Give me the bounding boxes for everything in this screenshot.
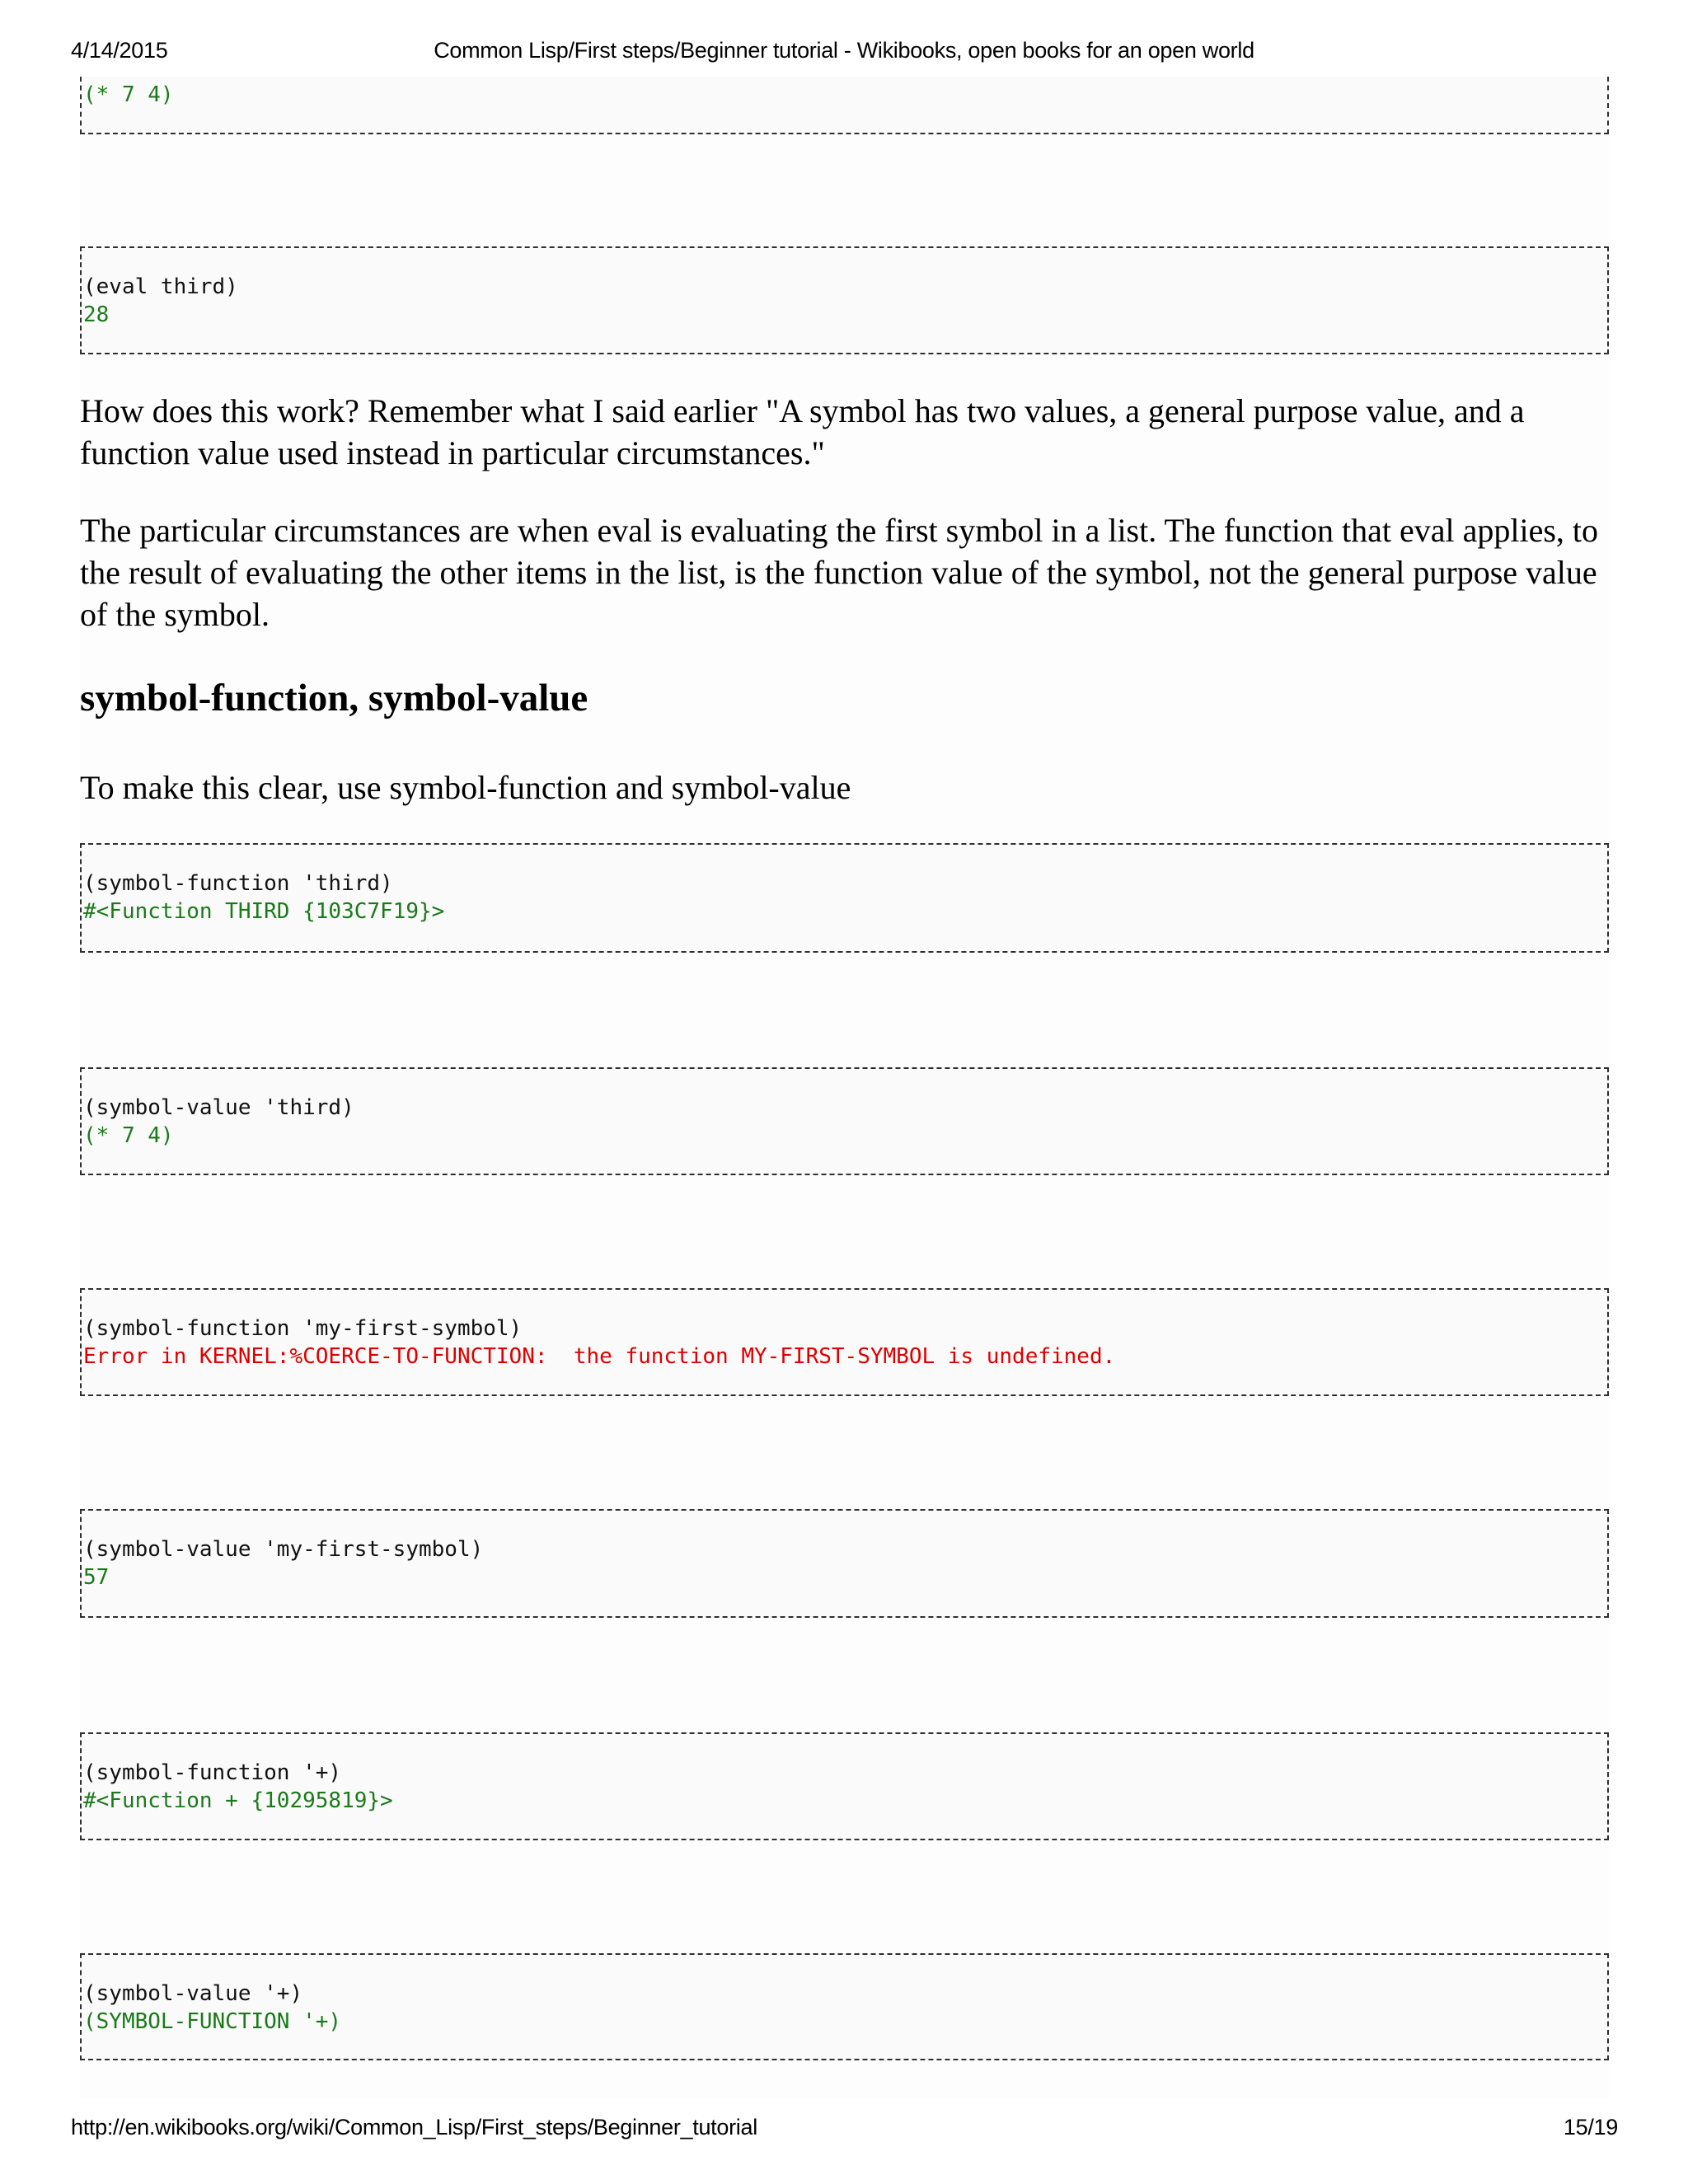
code-output: 57 bbox=[83, 1565, 110, 1590]
code-input: (symbol-function '+) bbox=[83, 1760, 342, 1785]
code-error-output: Error in KERNEL:%COERCE-TO-FUNCTION: the function MY-FIRST-SYMBOL is undefined. bbox=[83, 1344, 1116, 1369]
code-block-symbol-function-plus bbox=[80, 1732, 1609, 1840]
paragraph-make-this-clear: To make this clear, use symbol-function and symbol-value bbox=[80, 769, 851, 806]
page-title: Common Lisp/First steps/Beginner tutorial - Wikibooks, open books for an open world bbox=[434, 38, 1254, 63]
code-input: (symbol-function 'my-first-symbol) bbox=[83, 1316, 523, 1341]
code-block-symbol-function-my-first-symbol bbox=[80, 1288, 1609, 1396]
code-block-symbol-function-third bbox=[80, 843, 1609, 953]
code-input: (symbol-function 'third) bbox=[83, 871, 393, 896]
code-input: (symbol-value 'third) bbox=[83, 1095, 354, 1120]
code-output: (* 7 4) bbox=[83, 82, 174, 107]
code-output: #<Function THIRD {103C7F19}> bbox=[83, 899, 445, 924]
code-output: (* 7 4) bbox=[83, 1123, 174, 1148]
code-block-symbol-value-third bbox=[80, 1067, 1609, 1175]
code-output: (SYMBOL-FUNCTION '+) bbox=[83, 2009, 342, 2034]
code-input: (symbol-value 'my-first-symbol) bbox=[83, 1537, 484, 1562]
code-output: #<Function + {10295819}> bbox=[83, 1788, 393, 1813]
page-header bbox=[0, 38, 1688, 71]
print-date: 4/14/2015 bbox=[71, 38, 168, 63]
code-block-symbol-value-my-first-symbol bbox=[80, 1509, 1609, 1618]
code-output: 28 bbox=[83, 302, 110, 327]
code-input: (eval third) bbox=[83, 274, 238, 299]
code-input: (symbol-value '+) bbox=[83, 1981, 303, 2006]
section-heading: symbol-function, symbol-value bbox=[80, 677, 588, 719]
code-block-eval-third bbox=[80, 246, 1609, 354]
paragraph-how-does-this-work: How does this work? Remember what I said earlier "A symbol has two values, a general purpose value, and a function value used instead in particular circumstances." bbox=[80, 392, 1525, 471]
code-block-continued bbox=[80, 77, 1609, 134]
page-number: 15/19 bbox=[1563, 2115, 1618, 2139]
page-footer bbox=[0, 2115, 1688, 2148]
paragraph-particular-circumstances: The particular circumstances are when eval is evaluating the first symbol in a list. The function that eval applies, to the result of evaluating the other items in the list, is the function value of the symbol, not the general purpose value of the symbol. bbox=[80, 512, 1599, 633]
page-url: http://en.wikibooks.org/wiki/Common_Lisp/First_steps/Beginner_tutorial bbox=[71, 2115, 757, 2139]
code-block-symbol-value-plus bbox=[80, 1953, 1609, 2060]
